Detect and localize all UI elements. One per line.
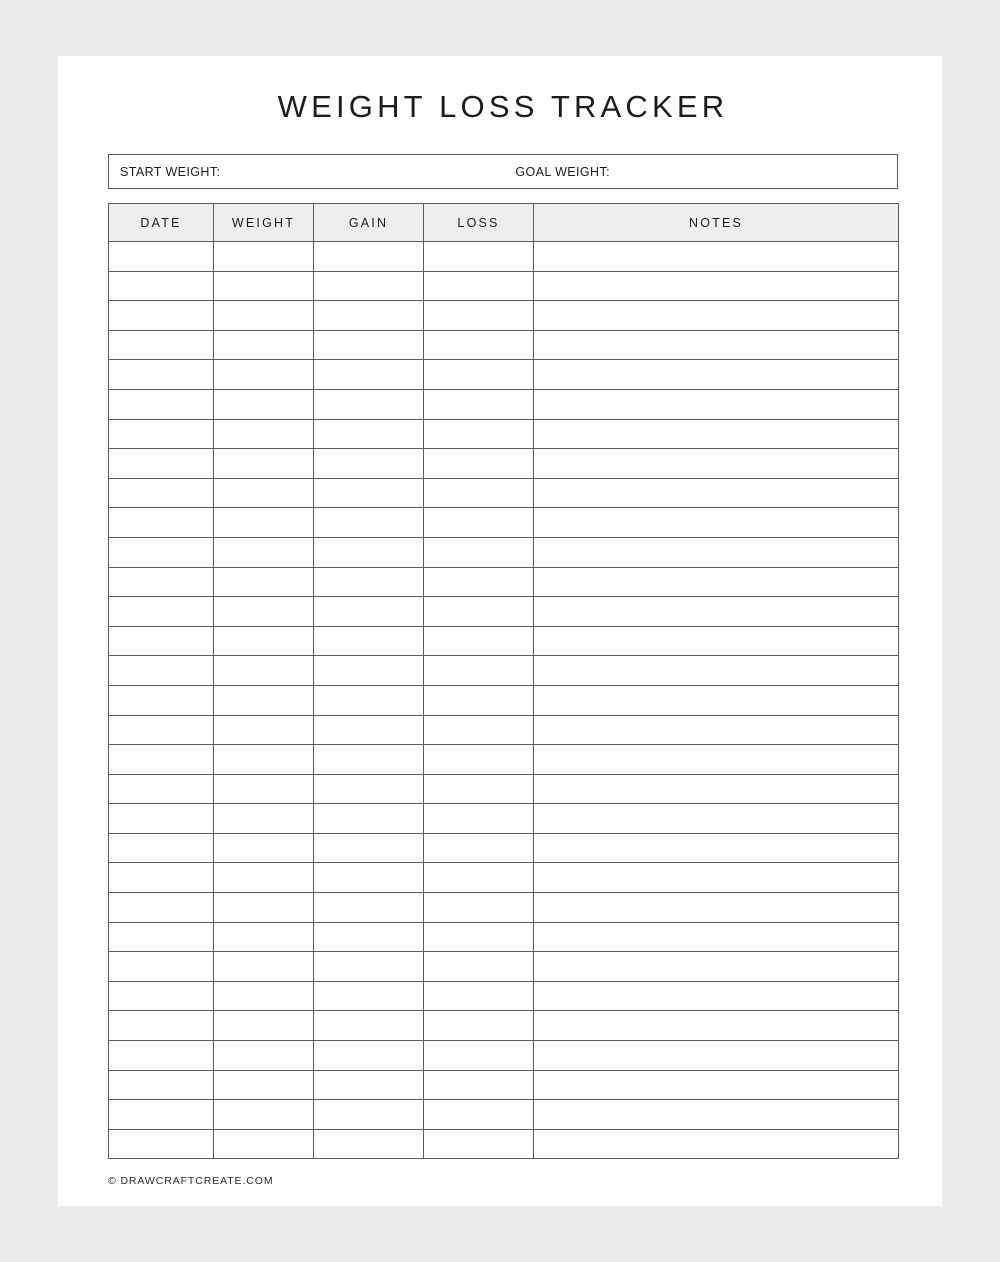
table-cell[interactable]	[424, 419, 534, 449]
table-cell[interactable]	[534, 567, 899, 597]
table-row	[109, 567, 899, 597]
table-cell[interactable]	[214, 419, 314, 449]
table-row	[109, 389, 899, 419]
table-row	[109, 685, 899, 715]
table-row	[109, 1129, 899, 1159]
table-cell[interactable]	[534, 449, 899, 479]
column-header-weight: WEIGHT	[214, 204, 314, 242]
table-header-row	[109, 204, 899, 242]
table-row	[109, 1070, 899, 1100]
table-cell[interactable]	[424, 537, 534, 567]
table-row	[109, 715, 899, 745]
table-cell[interactable]	[214, 389, 314, 419]
page-title: WEIGHT LOSS TRACKER	[277, 89, 729, 124]
table-cell[interactable]	[109, 715, 214, 745]
table-cell[interactable]	[424, 360, 534, 390]
table-cell[interactable]	[424, 508, 534, 538]
table-cell[interactable]	[214, 508, 314, 538]
table-header	[109, 204, 899, 242]
table-cell[interactable]	[424, 1041, 534, 1071]
table-cell[interactable]	[109, 745, 214, 775]
table-cell[interactable]	[314, 389, 424, 419]
table-row	[109, 774, 899, 804]
table-cell[interactable]	[214, 1041, 314, 1071]
table-cell[interactable]	[534, 893, 899, 923]
table-cell[interactable]	[214, 685, 314, 715]
table-cell[interactable]	[109, 567, 214, 597]
table-cell[interactable]	[424, 478, 534, 508]
table-cell[interactable]	[534, 597, 899, 627]
table-cell[interactable]	[109, 360, 214, 390]
table-cell[interactable]	[534, 685, 899, 715]
table-cell[interactable]	[109, 656, 214, 686]
summary-bar	[108, 154, 898, 189]
table-cell[interactable]	[424, 715, 534, 745]
table-cell[interactable]	[314, 360, 424, 390]
goal-weight-label: GOAL WEIGHT:	[515, 164, 610, 179]
table-cell[interactable]	[214, 1011, 314, 1041]
table-cell[interactable]	[534, 952, 899, 982]
table-cell[interactable]	[534, 389, 899, 419]
table-row	[109, 508, 899, 538]
table-cell[interactable]	[534, 833, 899, 863]
table-cell[interactable]	[109, 833, 214, 863]
table-cell[interactable]	[534, 745, 899, 775]
table-cell[interactable]	[314, 271, 424, 301]
table-cell[interactable]	[109, 508, 214, 538]
table-row	[109, 1041, 899, 1071]
table-cell[interactable]	[214, 597, 314, 627]
table-cell[interactable]	[424, 389, 534, 419]
table-cell[interactable]	[314, 952, 424, 982]
printable-page	[58, 56, 942, 1206]
table-cell[interactable]	[424, 330, 534, 360]
table-cell[interactable]	[424, 1129, 534, 1159]
table-cell[interactable]	[214, 271, 314, 301]
table-row	[109, 656, 899, 686]
table-cell[interactable]	[424, 1100, 534, 1130]
table-row	[109, 1100, 899, 1130]
table-cell[interactable]	[424, 745, 534, 775]
table-row	[109, 804, 899, 834]
table-cell[interactable]	[214, 478, 314, 508]
table-cell[interactable]	[314, 1041, 424, 1071]
table-row	[109, 833, 899, 863]
table-cell[interactable]	[214, 952, 314, 982]
table-cell[interactable]	[314, 715, 424, 745]
table-cell[interactable]	[534, 863, 899, 893]
table-cell[interactable]	[314, 863, 424, 893]
table-cell[interactable]	[314, 1011, 424, 1041]
table-cell[interactable]	[109, 922, 214, 952]
table-cell[interactable]	[314, 449, 424, 479]
table-cell[interactable]	[109, 419, 214, 449]
table-cell[interactable]	[109, 449, 214, 479]
table-cell[interactable]	[214, 567, 314, 597]
table-cell[interactable]	[534, 478, 899, 508]
table-cell[interactable]	[109, 685, 214, 715]
table-cell[interactable]	[534, 656, 899, 686]
table-cell[interactable]	[314, 804, 424, 834]
table-cell[interactable]	[214, 1100, 314, 1130]
table-cell[interactable]	[424, 685, 534, 715]
table-cell[interactable]	[314, 626, 424, 656]
table-cell[interactable]	[424, 774, 534, 804]
table-cell[interactable]	[534, 508, 899, 538]
table-cell[interactable]	[314, 981, 424, 1011]
table-cell[interactable]	[314, 537, 424, 567]
table-cell[interactable]	[424, 301, 534, 331]
table-row	[109, 981, 899, 1011]
table-cell[interactable]	[214, 1129, 314, 1159]
column-header-loss: LOSS	[424, 204, 534, 242]
table-cell[interactable]	[534, 271, 899, 301]
table-cell[interactable]	[109, 301, 214, 331]
table-cell[interactable]	[109, 242, 214, 272]
table-cell[interactable]	[534, 715, 899, 745]
table-row	[109, 449, 899, 479]
table-cell[interactable]	[314, 419, 424, 449]
table-cell[interactable]	[214, 804, 314, 834]
table-cell[interactable]	[534, 301, 899, 331]
page-content	[108, 56, 898, 1206]
table-cell[interactable]	[534, 922, 899, 952]
table-cell[interactable]	[109, 952, 214, 982]
table-cell[interactable]	[314, 922, 424, 952]
table-cell[interactable]	[109, 774, 214, 804]
table-row	[109, 1011, 899, 1041]
table-cell[interactable]	[314, 242, 424, 272]
table-cell[interactable]	[424, 952, 534, 982]
table-cell[interactable]	[109, 1100, 214, 1130]
table-cell[interactable]	[109, 804, 214, 834]
table-row	[109, 301, 899, 331]
table-row	[109, 242, 899, 272]
table-cell[interactable]	[214, 360, 314, 390]
table-cell[interactable]	[214, 1070, 314, 1100]
table-cell[interactable]	[314, 893, 424, 923]
table-cell[interactable]	[534, 774, 899, 804]
table-cell[interactable]	[534, 626, 899, 656]
table-cell[interactable]	[214, 833, 314, 863]
table-cell[interactable]	[314, 685, 424, 715]
table-cell[interactable]	[109, 271, 214, 301]
table-cell[interactable]	[214, 301, 314, 331]
table-cell[interactable]	[534, 360, 899, 390]
table-cell[interactable]	[214, 449, 314, 479]
table-cell[interactable]	[534, 1041, 899, 1071]
table-cell[interactable]	[109, 1011, 214, 1041]
table-cell[interactable]	[314, 774, 424, 804]
table-row	[109, 745, 899, 775]
table-cell[interactable]	[314, 833, 424, 863]
table-cell[interactable]	[109, 389, 214, 419]
table-cell[interactable]	[314, 330, 424, 360]
table-cell[interactable]	[109, 1041, 214, 1071]
table-cell[interactable]	[424, 271, 534, 301]
table-cell[interactable]	[534, 1070, 899, 1100]
table-cell[interactable]	[109, 626, 214, 656]
footer-copyright: © DRAWCRAFTCREATE.COM	[108, 1175, 274, 1188]
table-cell[interactable]	[109, 981, 214, 1011]
table-cell[interactable]	[314, 301, 424, 331]
table-cell[interactable]	[534, 804, 899, 834]
table-cell[interactable]	[214, 981, 314, 1011]
table-cell[interactable]	[214, 715, 314, 745]
table-cell[interactable]	[534, 330, 899, 360]
table-cell[interactable]	[314, 508, 424, 538]
table-cell[interactable]	[214, 330, 314, 360]
table-cell[interactable]	[214, 774, 314, 804]
table-cell[interactable]	[534, 1129, 899, 1159]
table-row	[109, 419, 899, 449]
table-cell[interactable]	[109, 597, 214, 627]
table-cell[interactable]	[534, 1100, 899, 1130]
table-row	[109, 330, 899, 360]
table-cell[interactable]	[534, 537, 899, 567]
table-cell[interactable]	[424, 1011, 534, 1041]
column-header-date: DATE	[109, 204, 214, 242]
table-cell[interactable]	[424, 804, 534, 834]
table-row	[109, 537, 899, 567]
table-row	[109, 271, 899, 301]
table-cell[interactable]	[424, 626, 534, 656]
table-cell[interactable]	[109, 478, 214, 508]
table-cell[interactable]	[314, 1070, 424, 1100]
table-cell[interactable]	[214, 922, 314, 952]
table-cell[interactable]	[424, 449, 534, 479]
table-cell[interactable]	[314, 1100, 424, 1130]
table-cell[interactable]	[424, 863, 534, 893]
table-row	[109, 952, 899, 982]
table-cell[interactable]	[424, 567, 534, 597]
table-cell[interactable]	[424, 922, 534, 952]
table-row	[109, 360, 899, 390]
table-cell[interactable]	[214, 537, 314, 567]
table-cell[interactable]	[534, 1011, 899, 1041]
table-cell[interactable]	[424, 1070, 534, 1100]
table-cell[interactable]	[109, 1070, 214, 1100]
table-cell[interactable]	[314, 1129, 424, 1159]
table-cell[interactable]	[314, 656, 424, 686]
table-row	[109, 863, 899, 893]
table-row	[109, 626, 899, 656]
table-cell[interactable]	[314, 567, 424, 597]
table-cell[interactable]	[424, 981, 534, 1011]
table-cell[interactable]	[214, 242, 314, 272]
table-cell[interactable]	[424, 242, 534, 272]
start-weight-label: START WEIGHT:	[120, 164, 221, 179]
table-cell[interactable]	[314, 478, 424, 508]
table-cell[interactable]	[214, 863, 314, 893]
table-cell[interactable]	[109, 893, 214, 923]
table-row	[109, 478, 899, 508]
table-cell[interactable]	[214, 745, 314, 775]
table-cell[interactable]	[424, 597, 534, 627]
table-cell[interactable]	[109, 1129, 214, 1159]
table-row	[109, 922, 899, 952]
table-cell[interactable]	[109, 537, 214, 567]
table-row	[109, 893, 899, 923]
table-cell[interactable]	[214, 626, 314, 656]
table-cell[interactable]	[109, 863, 214, 893]
table-cell[interactable]	[314, 745, 424, 775]
table-cell[interactable]	[109, 330, 214, 360]
table-cell[interactable]	[424, 893, 534, 923]
table-body	[109, 242, 899, 1159]
column-header-notes: NOTES	[534, 204, 899, 242]
column-header-gain: GAIN	[314, 204, 424, 242]
table-cell[interactable]	[534, 981, 899, 1011]
table-cell[interactable]	[214, 656, 314, 686]
table-cell[interactable]	[214, 893, 314, 923]
table-cell[interactable]	[424, 833, 534, 863]
tracker-table	[108, 203, 899, 1159]
table-row	[109, 597, 899, 627]
table-cell[interactable]	[314, 597, 424, 627]
table-cell[interactable]	[424, 656, 534, 686]
table-cell[interactable]	[534, 242, 899, 272]
table-cell[interactable]	[534, 419, 899, 449]
